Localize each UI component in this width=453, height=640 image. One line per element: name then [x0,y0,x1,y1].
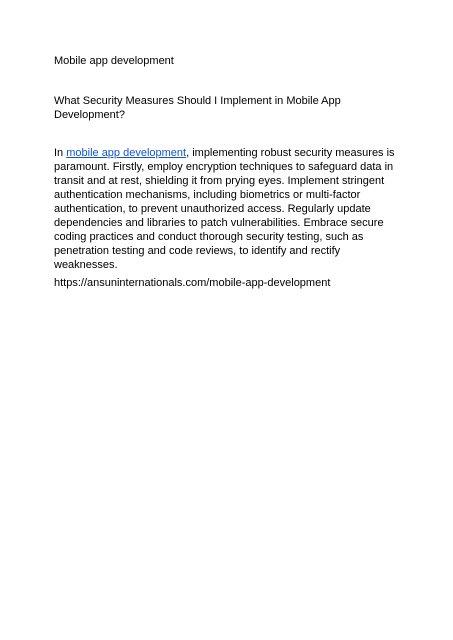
mobile-app-development-link[interactable]: mobile app development [66,147,187,159]
question-heading: What Security Measures Should I Implement in Mobile App Development? [54,95,341,121]
body-paragraph [54,146,404,272]
document-title: Mobile app development [54,55,174,67]
paragraph-text: , implementing robust security measures is paramount. Firstly, employ encryption techniques to safeguard data in transit and at rest, shielding it from prying eyes. Implement stringent authentication mechanisms, including biometrics or multi-factor authentication, to prevent unauthorized access. Regularly update dependencies and libraries to patch vulnerabilities. Embrace secure coding practices and conduct thorough security testing, such as penetration testing and code reviews, to identify and rectify weaknesses. [54,147,395,271]
source-url: https://ansuninternationals.com/mobile-app-development [54,277,331,289]
paragraph-prefix: In [54,147,67,159]
